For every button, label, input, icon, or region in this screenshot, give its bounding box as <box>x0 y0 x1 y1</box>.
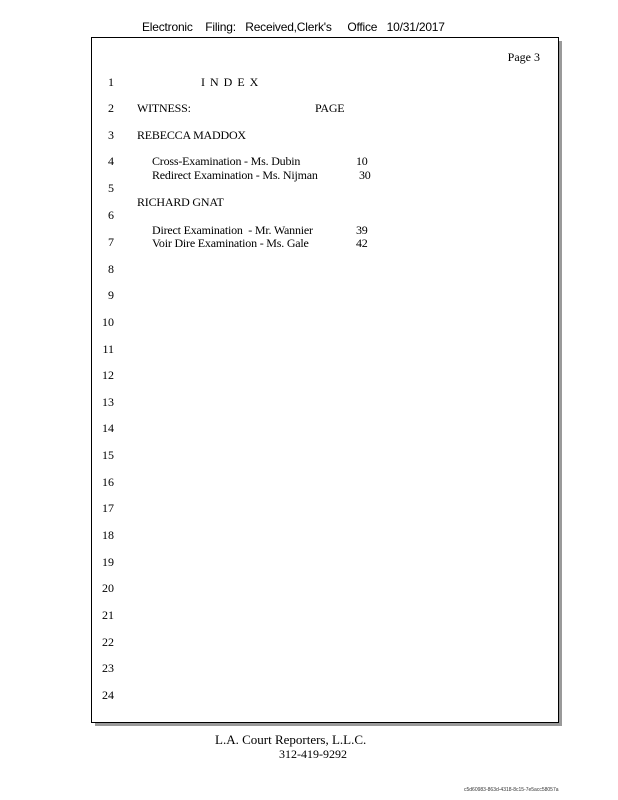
examination-entry: Cross-Examination - Ms. Dubin <box>152 154 301 168</box>
line-number: 8 <box>108 262 114 276</box>
line-number: 17 <box>102 501 114 515</box>
line-number: 7 <box>108 235 114 249</box>
witness-name: RICHARD GNAT <box>137 195 224 209</box>
line-number: 3 <box>108 128 114 142</box>
examination-page: 30 <box>359 168 371 182</box>
witness-column-label: WITNESS: <box>137 101 191 115</box>
examination-entry: Direct Examination - Mr. Wannier <box>152 223 313 237</box>
examination-page: 39 <box>356 223 368 237</box>
index-title: I N D E X <box>201 75 260 89</box>
line-number: 2 <box>108 101 114 115</box>
line-number: 14 <box>102 421 114 435</box>
page-number: Page 3 <box>507 50 540 64</box>
line-number: 18 <box>102 528 114 542</box>
line-number: 15 <box>102 448 114 462</box>
witness-name: REBECCA MADDOX <box>137 128 246 142</box>
transcript-page <box>91 37 559 723</box>
line-number: 5 <box>108 181 114 195</box>
line-number: 4 <box>108 154 114 168</box>
line-number: 13 <box>102 395 114 409</box>
examination-page: 42 <box>356 236 368 250</box>
reporter-company: L.A. Court Reporters, L.L.C. <box>215 732 367 747</box>
line-number: 22 <box>102 635 114 649</box>
line-number: 20 <box>102 581 114 595</box>
line-number: 10 <box>102 315 114 329</box>
reporter-phone: 312-419-9292 <box>279 747 347 761</box>
line-number: 16 <box>102 475 114 489</box>
examination-entry: Redirect Examination - Ms. Nijman <box>152 168 318 182</box>
line-number: 11 <box>102 342 114 356</box>
line-number: 12 <box>102 368 114 382</box>
page-column-label: PAGE <box>315 101 345 115</box>
line-number: 1 <box>108 75 114 89</box>
line-number: 21 <box>102 608 114 622</box>
line-number: 23 <box>102 661 114 675</box>
line-number: 6 <box>108 208 114 222</box>
filing-stamp: Electronic Filing: Received,Clerk's Office 10/31/2017 <box>142 20 445 34</box>
line-number: 24 <box>102 688 114 702</box>
examination-entry: Voir Dire Examination - Ms. Gale <box>152 236 309 250</box>
examination-page: 10 <box>356 154 368 168</box>
document-hash: c5d60983-863d-4318-8c15-7e5acc58057a <box>464 787 559 793</box>
line-number: 9 <box>108 288 114 302</box>
line-number: 19 <box>102 555 114 569</box>
